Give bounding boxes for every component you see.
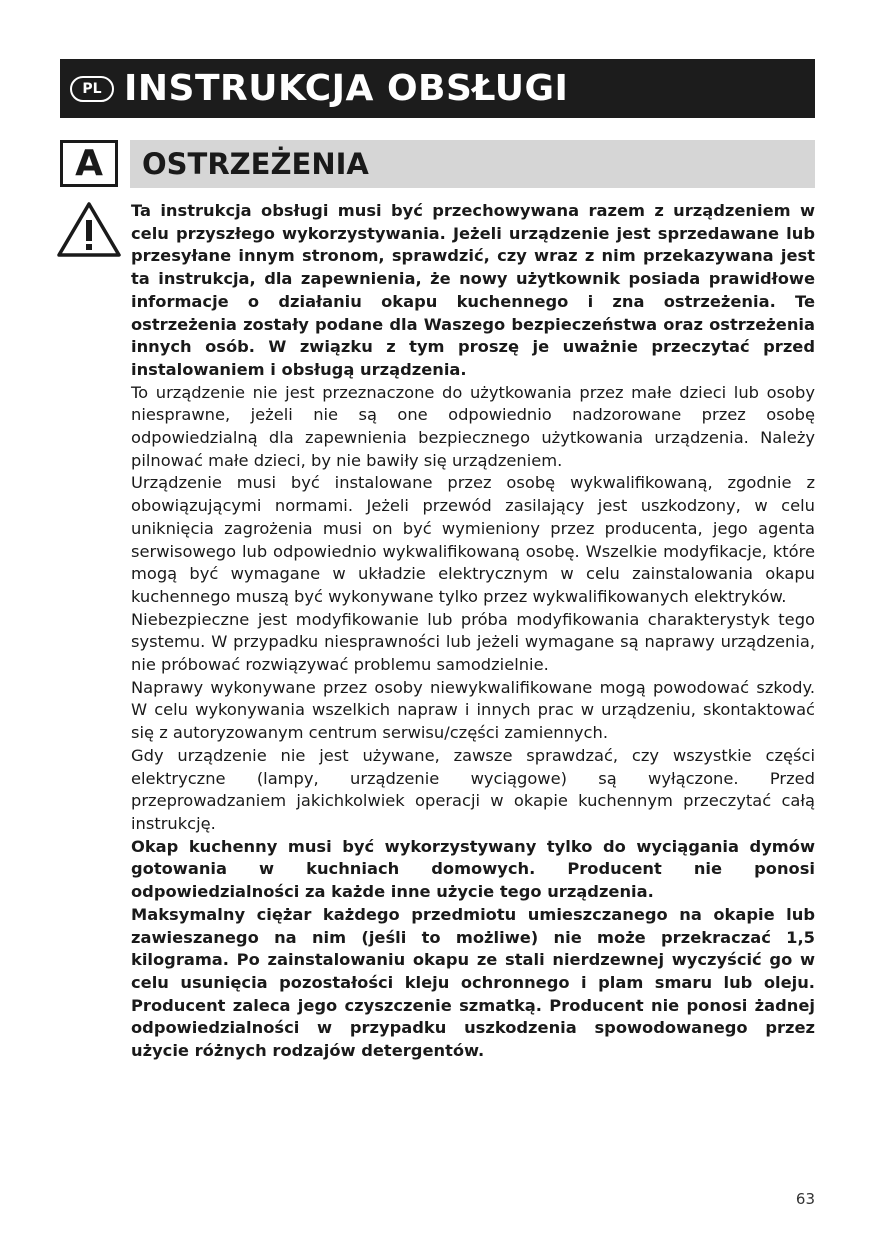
paragraph: Naprawy wykonywane przez osoby niewykwalifikowane mogą powodować szkody. W celu wykonywania wszelkich napraw i innych prac w urządzeniu, skontaktować się z autoryzowanym centrum serwisu/części zamiennych. [131, 677, 815, 743]
paragraph: Ta instrukcja obsługi musi być przechowywana razem z urządzeniem w celu przyszłego wykorzystywania. Jeżeli urządzenie jest sprzedawane lub przesyłane innym stronom, sprawdzić, czy wraz z nim przekazywana jest ta instrukcja, dla zapewnienia, że nowy użytkownik posiada prawidłowe informacje o działaniu okapu kuchennego i zna ostrzeżenia. Te ostrzeżenia zostały podane dla Waszego bezpieczeństwa oraz ostrzeżenia innych osób. W związku z tym proszę je uważnie przeczytać przed instalowaniem i obsługą urządzenia. [131, 201, 815, 379]
paragraph: Niebezpieczne jest modyfikowanie lub próba modyfikowania charakterystyk tego systemu. W przypadku niesprawności lub jeżeli wymagane są naprawy urządzenia, nie próbować rozwiązywać problemu samodzielnie. [131, 609, 815, 675]
section-header [130, 140, 815, 188]
section-letter: A [60, 140, 118, 187]
page-title: INSTRUKCJA OBSŁUGI [124, 68, 569, 109]
paragraph: To urządzenie nie jest przeznaczone do użytkowania przez małe dzieci lub osoby niesprawne, jeżeli nie są one odpowiednio nadzorowane przez osobę odpowiedzialną dla zapewnienia bezpiecznego użytkowania urządzenia. Należy pilnować małe dzieci, by nie bawiły się urządzeniem. [131, 382, 815, 470]
paragraph: Maksymalny ciężar każdego przedmiotu umieszczanego na okapie lub zawieszanego na nim (jeśli to możliwe) nie może przekraczać 1,5 kilograma. Po zainstalowaniu okapu ze stali nierdzewnej wyczyścić go w celu usunięcia pozostałości kleju ochronnego i plam smaru lub oleju. Producent zaleca jego czyszczenie szmatką. Producent nie ponosi żadnej odpowiedzialności w przypadku uszkodzenia spowodowanego przez użycie różnych rodzajów detergentów. [131, 904, 815, 1061]
paragraph: Urządzenie musi być instalowane przez osobę wykwalifikowaną, zgodnie z obowiązującymi normami. Jeżeli przewód zasilający jest uszkodzony, w celu uniknięcia zagrożenia musi on być wymieniony przez producenta, jego agenta serwisowego lub odpowiednio wykwalifikowaną osobę. Wszelkie modyfikacje, które mogą być wymagane w układzie elektrycznym w celu zainstalowania okapu kuchennego muszą być wykonywane tylko przez wykwalifikowanych elektryków. [131, 473, 815, 606]
paragraph: Gdy urządzenie nie jest używane, zawsze sprawdzać, czy wszystkie części elektryczne (lampy, urządzenie wyciągowe) są wyłączone. Przed przeprowadzaniem jakichkolwiek operacji w okapie kuchennym przeczytać całą instrukcję. [131, 745, 815, 833]
warnings-content [131, 200, 815, 1063]
warning-triangle-icon [56, 200, 122, 258]
page-number: 63 [795, 1190, 815, 1208]
section-title: OSTRZEŻENIA [142, 147, 369, 181]
language-badge: PL [70, 76, 114, 102]
paragraph: Okap kuchenny musi być wykorzystywany tylko do wyciągania dymów gotowania w kuchniach domowych. Producent nie ponosi odpowiedzialności za każde inne użycie tego urządzenia. [131, 836, 815, 902]
header-bar [60, 59, 815, 118]
